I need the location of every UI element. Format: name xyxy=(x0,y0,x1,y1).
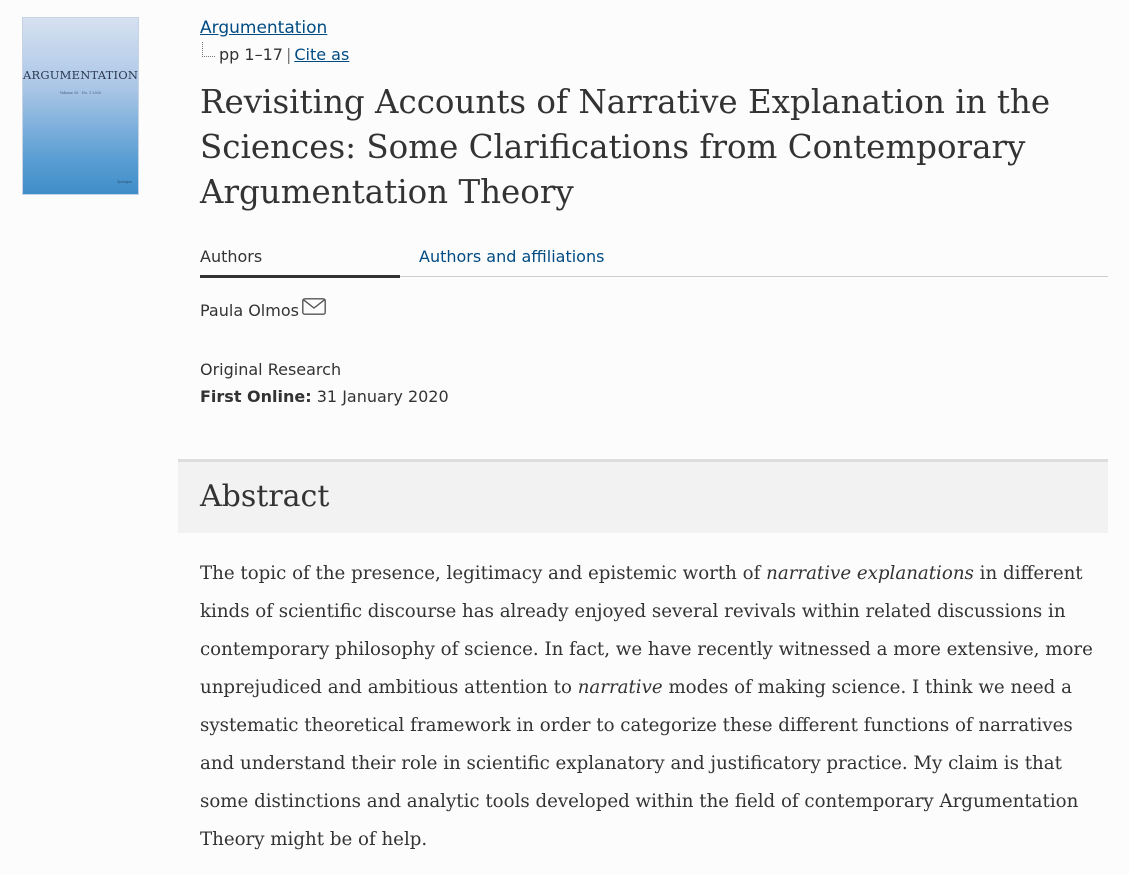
abstract-heading: Abstract xyxy=(200,479,330,514)
journal-cover-image[interactable] xyxy=(22,17,139,195)
abstract-part-2: in different kinds of scientific discourse has already enjoyed several revivals within related discussions in contemporary philosophy of science. In fact, we have recently witnessed a more extensive, more unprejudiced and ambitious attention to xyxy=(200,563,1093,698)
tab-authors[interactable]: Authors xyxy=(200,247,400,278)
first-online-date: 31 January 2020 xyxy=(316,387,449,406)
abstract-text xyxy=(200,555,1105,859)
abstract-emphasis-2: narrative xyxy=(577,677,663,698)
abstract-part-3: modes of making science. I think we need a systematic theoretical framework in order to categorize these different functions of narratives and understand their role in scientific explanatory and justificatory practice. My claim is that some distinctions and analytic tools developed within the field of contemporary Argumentation Theory might be of help. xyxy=(200,677,1079,850)
article-type: Original Research xyxy=(200,360,342,379)
tab-authors-and-affiliations[interactable]: Authors and affiliations xyxy=(419,247,605,266)
tree-connector xyxy=(202,42,215,57)
article-title: Revisiting Accounts of Narrative Explanation in the Sciences: Some Clarifications from Contemporary Argumentation Theory xyxy=(200,83,1051,211)
author-row xyxy=(200,298,326,320)
first-online xyxy=(200,387,449,406)
cover-volume: Volume 35 · No. 1 2020 xyxy=(59,91,102,95)
abstract-emphasis-1: narrative explanations xyxy=(766,563,974,584)
mail-icon[interactable] xyxy=(302,298,326,319)
abstract-part-1: The topic of the presence, legitimacy and epistemic worth of xyxy=(200,563,767,584)
cover-title: ARGUMENTATION xyxy=(23,68,139,82)
author-tabs xyxy=(200,244,1108,277)
pages-separator: | xyxy=(285,45,292,64)
cover-publisher: Springer xyxy=(117,180,132,184)
page-range: pp 1–17 xyxy=(219,45,283,64)
author-name[interactable]: Paula Olmos xyxy=(200,301,299,320)
cite-as-link[interactable]: Cite as xyxy=(294,45,350,64)
pages-row xyxy=(219,45,349,64)
first-online-label: First Online: xyxy=(200,387,312,406)
abstract-header xyxy=(178,459,1108,533)
journal-link[interactable]: Argumentation xyxy=(200,18,328,38)
